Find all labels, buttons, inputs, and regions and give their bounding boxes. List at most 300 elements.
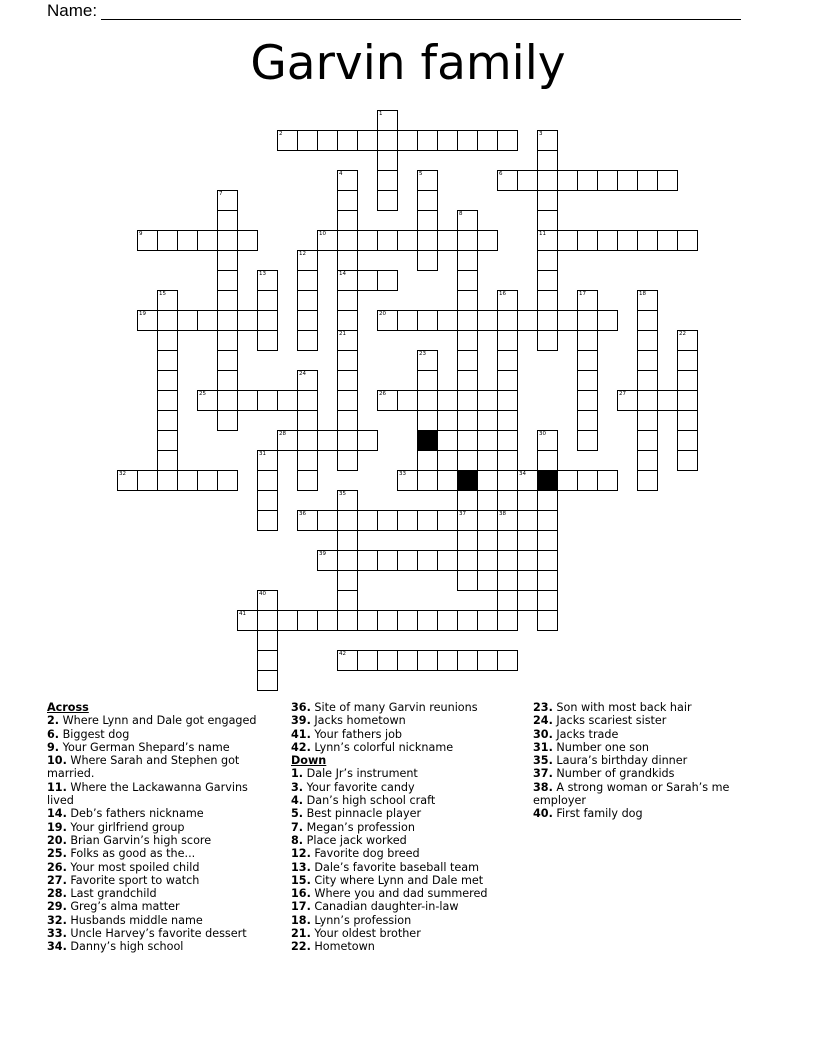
grid-cell[interactable] [557,470,578,491]
grid-cell[interactable] [517,570,538,591]
grid-cell[interactable] [237,230,258,251]
clue-item-text: Brian Garvin’s high score [66,833,212,847]
grid-cell[interactable] [417,470,438,491]
grid-cell[interactable] [537,490,558,511]
grid-cell[interactable] [497,310,518,331]
grid-cell[interactable] [217,370,238,391]
grid-cell[interactable] [257,610,278,631]
grid-cell[interactable] [517,530,538,551]
grid-cell[interactable] [457,510,478,531]
grid-cell[interactable] [457,270,478,291]
grid-cell[interactable] [417,190,438,211]
grid-cell[interactable] [377,610,398,631]
grid-cell[interactable] [497,330,518,351]
grid-cell[interactable] [577,310,598,331]
grid-cell[interactable] [537,270,558,291]
grid-cell[interactable] [617,230,638,251]
grid-cell[interactable] [637,390,658,411]
grid-cell[interactable] [417,130,438,151]
grid-cell[interactable] [137,470,158,491]
grid-cell[interactable] [297,410,318,431]
clue-item-text: Number one son [552,740,650,754]
grid-cell[interactable] [337,190,358,211]
grid-cell[interactable] [597,170,618,191]
grid-cell[interactable] [497,450,518,471]
grid-cell[interactable] [197,230,218,251]
grid-cell[interactable] [337,530,358,551]
grid-cell[interactable] [537,190,558,211]
grid-cell[interactable] [437,470,458,491]
grid-cell[interactable] [257,510,278,531]
grid-cell[interactable] [397,310,418,331]
clue-item [47,741,273,754]
grid-cell[interactable] [257,290,278,311]
grid-cell[interactable] [217,330,238,351]
grid-cell[interactable] [457,610,478,631]
grid-cell[interactable] [497,370,518,391]
grid-cell[interactable] [537,610,558,631]
grid-cell[interactable] [457,410,478,431]
grid-cell[interactable] [397,510,418,531]
grid-cell[interactable] [477,550,498,571]
grid-cell[interactable] [497,550,518,571]
grid-cell[interactable] [437,130,458,151]
grid-cell[interactable] [537,210,558,231]
grid-cell[interactable] [397,610,418,631]
grid-cell[interactable] [517,510,538,531]
grid-cell[interactable] [637,410,658,431]
grid-cell[interactable] [437,390,458,411]
grid-cell[interactable] [537,130,558,151]
grid-cell[interactable] [477,650,498,671]
grid-cell[interactable] [337,270,358,291]
grid-cell[interactable] [457,650,478,671]
grid-cell[interactable] [677,230,698,251]
grid-cell[interactable] [197,310,218,331]
clue-item-text: Last grandchild [66,887,157,901]
grid-cell[interactable] [357,270,378,291]
grid-cell[interactable] [197,470,218,491]
grid-cell[interactable] [637,370,658,391]
grid-cell[interactable] [277,430,298,451]
grid-cell[interactable] [457,130,478,151]
clue-item-text: Dan’s high school craft [303,794,436,808]
grid-cell[interactable] [337,570,358,591]
grid-cell[interactable] [217,390,238,411]
grid-cell[interactable] [337,350,358,371]
grid-cell[interactable] [477,530,498,551]
grid-cell[interactable] [157,410,178,431]
grid-cell[interactable] [397,650,418,671]
grid-cell[interactable] [257,450,278,471]
grid-cell[interactable] [457,490,478,511]
grid-cell[interactable] [277,610,298,631]
grid-cell[interactable] [577,370,598,391]
grid-cell[interactable] [677,450,698,471]
grid-cell[interactable] [397,230,418,251]
grid-cell[interactable] [377,110,398,131]
grid-cell[interactable] [517,590,538,611]
grid-cell[interactable] [177,310,198,331]
grid-cell[interactable] [377,390,398,411]
grid-cell[interactable] [137,310,158,331]
grid-cell[interactable] [377,270,398,291]
grid-cell[interactable] [337,170,358,191]
clue-number: 4 [339,171,343,177]
grid-cell[interactable] [257,670,278,691]
grid-cell[interactable] [197,390,218,411]
grid-cell[interactable] [157,290,178,311]
grid-cell[interactable] [477,390,498,411]
grid-cell[interactable] [497,430,518,451]
grid-cell[interactable] [417,230,438,251]
grid-cell[interactable] [357,550,378,571]
grid-cell[interactable] [477,610,498,631]
grid-cell[interactable] [677,350,698,371]
grid-cell[interactable] [377,150,398,171]
grid-cell[interactable] [497,170,518,191]
grid-cell[interactable] [337,310,358,331]
grid-cell[interactable] [497,490,518,511]
grid-cell[interactable] [637,230,658,251]
grid-cell[interactable] [657,230,678,251]
grid-cell[interactable] [517,470,538,491]
grid-cell[interactable] [617,390,638,411]
grid-cell[interactable] [637,170,658,191]
grid-cell[interactable] [217,190,238,211]
clue-item [291,821,517,834]
grid-cell[interactable] [317,610,338,631]
grid-cell[interactable] [417,170,438,191]
grid-cell[interactable] [677,330,698,351]
grid-cell[interactable] [537,250,558,271]
grid-cell[interactable] [637,290,658,311]
grid-cell[interactable] [537,230,558,251]
grid-cell[interactable] [457,330,478,351]
clue-item-number: 20. [47,833,67,847]
grid-cell[interactable] [157,470,178,491]
grid-cell[interactable] [617,170,638,191]
grid-cell[interactable] [437,450,458,471]
grid-cell[interactable] [437,230,458,251]
grid-cell[interactable] [277,390,298,411]
grid-cell[interactable] [417,390,438,411]
grid-cell[interactable] [477,230,498,251]
grid-cell[interactable] [377,170,398,191]
grid-cell[interactable] [417,310,438,331]
grid-cell[interactable] [157,390,178,411]
grid-cell[interactable] [377,650,398,671]
grid-cell[interactable] [477,310,498,331]
grid-cell[interactable] [297,370,318,391]
grid-cell[interactable] [457,370,478,391]
grid-cell[interactable] [297,250,318,271]
grid-cell[interactable] [577,470,598,491]
grid-cell[interactable] [437,510,458,531]
grid-cell[interactable] [537,590,558,611]
grid-cell[interactable] [497,290,518,311]
grid-cell[interactable] [457,250,478,271]
grid-cell[interactable] [357,610,378,631]
grid-cell[interactable] [537,330,558,351]
grid-cell[interactable] [637,470,658,491]
grid-cell[interactable] [577,170,598,191]
grid-cell[interactable] [217,210,238,231]
grid-cell[interactable] [577,410,598,431]
grid-cell[interactable] [257,270,278,291]
grid-cell[interactable] [657,170,678,191]
grid-cell[interactable] [437,610,458,631]
grid-cell[interactable] [597,470,618,491]
grid-cell[interactable] [397,470,418,491]
grid-cell[interactable] [217,290,238,311]
grid-cell[interactable] [537,510,558,531]
grid-cell[interactable] [297,290,318,311]
grid-cell[interactable] [317,430,338,451]
grid-cell[interactable] [317,130,338,151]
grid-cell[interactable] [337,550,358,571]
grid-cell[interactable] [237,310,258,331]
grid-cell[interactable] [677,410,698,431]
grid-cell[interactable] [637,310,658,331]
grid-cell[interactable] [437,410,458,431]
grid-cell[interactable] [217,270,238,291]
grid-cell[interactable] [297,430,318,451]
grid-cell[interactable] [417,250,438,271]
grid-cell[interactable] [297,390,318,411]
grid-cell[interactable] [297,270,318,291]
grid-cell[interactable] [457,210,478,231]
grid-cell[interactable] [257,590,278,611]
grid-cell[interactable] [677,430,698,451]
grid-cell[interactable] [257,650,278,671]
grid-cell[interactable] [337,590,358,611]
grid-cell[interactable] [297,470,318,491]
grid-cell[interactable] [577,350,598,371]
grid-cell[interactable] [457,570,478,591]
grid-cell[interactable] [337,210,358,231]
grid-cell[interactable] [377,550,398,571]
grid-cell[interactable] [257,490,278,511]
grid-cell[interactable] [217,230,238,251]
grid-cell[interactable] [157,230,178,251]
grid-cell[interactable] [437,430,458,451]
grid-cell[interactable] [337,610,358,631]
grid-cell[interactable] [477,570,498,591]
grid-cell[interactable] [457,430,478,451]
grid-cell[interactable] [217,310,238,331]
grid-cell[interactable] [157,450,178,471]
grid-cell[interactable] [637,330,658,351]
grid-cell[interactable] [337,330,358,351]
grid-cell[interactable] [397,130,418,151]
grid-cell[interactable] [457,530,478,551]
grid-cell[interactable] [337,410,358,431]
grid-cell[interactable] [477,430,498,451]
grid-cell[interactable] [177,230,198,251]
grid-cell[interactable] [317,550,338,571]
grid-cell[interactable] [477,470,498,491]
grid-cell[interactable] [217,470,238,491]
grid-cell[interactable] [117,470,138,491]
grid-cell[interactable] [337,390,358,411]
clue-number: 23 [419,351,426,357]
grid-cell[interactable] [157,370,178,391]
grid-cell[interactable] [377,130,398,151]
grid-cell[interactable] [577,290,598,311]
grid-cell[interactable] [337,490,358,511]
grid-cell[interactable] [637,350,658,371]
clue-item-number: 1. [291,767,304,781]
grid-cell[interactable] [217,250,238,271]
grid-cell[interactable] [557,230,578,251]
grid-cell[interactable] [337,370,358,391]
grid-cell[interactable] [437,310,458,331]
grid-cell[interactable] [317,510,338,531]
grid-cell[interactable] [537,430,558,451]
grid-cell[interactable] [417,450,438,471]
grid-cell[interactable] [497,510,518,531]
grid-cell[interactable] [457,310,478,331]
grid-cell[interactable] [457,550,478,571]
grid-cell[interactable] [377,230,398,251]
grid-cell[interactable] [537,530,558,551]
grid-cell[interactable] [497,390,518,411]
grid-cell[interactable] [537,310,558,331]
grid-cell[interactable] [337,510,358,531]
grid-cell[interactable] [257,330,278,351]
grid-cell[interactable] [237,390,258,411]
grid-cell[interactable] [677,370,698,391]
grid-cell[interactable] [477,510,498,531]
grid-cell[interactable] [337,230,358,251]
grid-cell[interactable] [397,550,418,571]
grid-cell[interactable] [337,650,358,671]
grid-cell[interactable] [297,450,318,471]
grid-cell[interactable] [497,610,518,631]
clue-item-text: Lynn’s colorful nickname [310,740,454,754]
grid-cell[interactable] [437,650,458,671]
grid-cell[interactable] [497,650,518,671]
grid-cell[interactable] [397,390,418,411]
grid-cell[interactable] [337,290,358,311]
grid-cell[interactable] [497,410,518,431]
grid-cell[interactable] [137,230,158,251]
grid-cell[interactable] [317,230,338,251]
grid-cell[interactable] [417,610,438,631]
grid-cell[interactable] [577,330,598,351]
grid-cell[interactable] [577,230,598,251]
grid-cell[interactable] [557,310,578,331]
grid-cell[interactable] [637,430,658,451]
grid-cell[interactable] [377,510,398,531]
clue-item [291,701,517,714]
grid-cell[interactable] [537,570,558,591]
grid-cell[interactable] [577,430,598,451]
grid-cell[interactable] [157,330,178,351]
clue-item [291,741,517,754]
grid-cell[interactable] [497,350,518,371]
clue-number: 31 [259,451,266,457]
grid-cell[interactable] [537,550,558,571]
grid-cell[interactable] [577,390,598,411]
grid-cell[interactable] [297,130,318,151]
grid-cell[interactable] [417,410,438,431]
grid-cell[interactable] [517,310,538,331]
grid-cell[interactable] [537,170,558,191]
grid-cell[interactable] [357,510,378,531]
grid-cell[interactable] [417,510,438,531]
grid-cell[interactable] [157,310,178,331]
grid-cell[interactable] [297,610,318,631]
grid-cell[interactable] [337,450,358,471]
grid-cell[interactable] [217,350,238,371]
grid-cell[interactable] [337,430,358,451]
grid-cell[interactable] [357,430,378,451]
grid-cell[interactable] [257,310,278,331]
grid-cell[interactable] [457,450,478,471]
grid-cell[interactable] [457,390,478,411]
grid-cell[interactable] [497,570,518,591]
grid-cell[interactable] [417,210,438,231]
grid-cell[interactable] [257,390,278,411]
clue-number: 10 [319,231,326,237]
grid-cell[interactable] [257,470,278,491]
grid-cell[interactable] [157,350,178,371]
grid-cell[interactable] [497,590,518,611]
grid-cell[interactable] [237,610,258,631]
grid-cell[interactable] [517,170,538,191]
grid-cell[interactable] [637,450,658,471]
grid-cell[interactable] [297,310,318,331]
grid-cell[interactable] [597,230,618,251]
grid-cell[interactable] [417,550,438,571]
grid-cell[interactable] [677,390,698,411]
grid-cell[interactable] [297,330,318,351]
grid-cell[interactable] [157,430,178,451]
grid-cell[interactable] [497,130,518,151]
grid-cell[interactable] [537,150,558,171]
grid-cell[interactable] [477,130,498,151]
grid-cell[interactable] [497,470,518,491]
grid-cell[interactable] [657,390,678,411]
grid-cell[interactable] [257,630,278,651]
grid-cell[interactable] [457,230,478,251]
grid-cell[interactable] [437,550,458,571]
grid-cell[interactable] [537,450,558,471]
grid-cell[interactable] [357,230,378,251]
grid-cell[interactable] [297,510,318,531]
grid-cell[interactable] [337,130,358,151]
grid-cell[interactable] [177,470,198,491]
grid-cell[interactable] [357,130,378,151]
grid-cell[interactable] [377,310,398,331]
grid-cell[interactable] [337,250,358,271]
grid-cell[interactable] [357,650,378,671]
grid-cell[interactable] [417,350,438,371]
grid-cell[interactable] [537,290,558,311]
grid-cell[interactable] [457,290,478,311]
grid-cell[interactable] [497,530,518,551]
grid-cell[interactable] [377,190,398,211]
grid-cell[interactable] [597,310,618,331]
grid-cell[interactable] [557,170,578,191]
grid-cell[interactable] [417,370,438,391]
grid-cell[interactable] [417,650,438,671]
grid-cell[interactable] [217,410,238,431]
grid-cell[interactable] [277,130,298,151]
grid-cell[interactable] [457,350,478,371]
